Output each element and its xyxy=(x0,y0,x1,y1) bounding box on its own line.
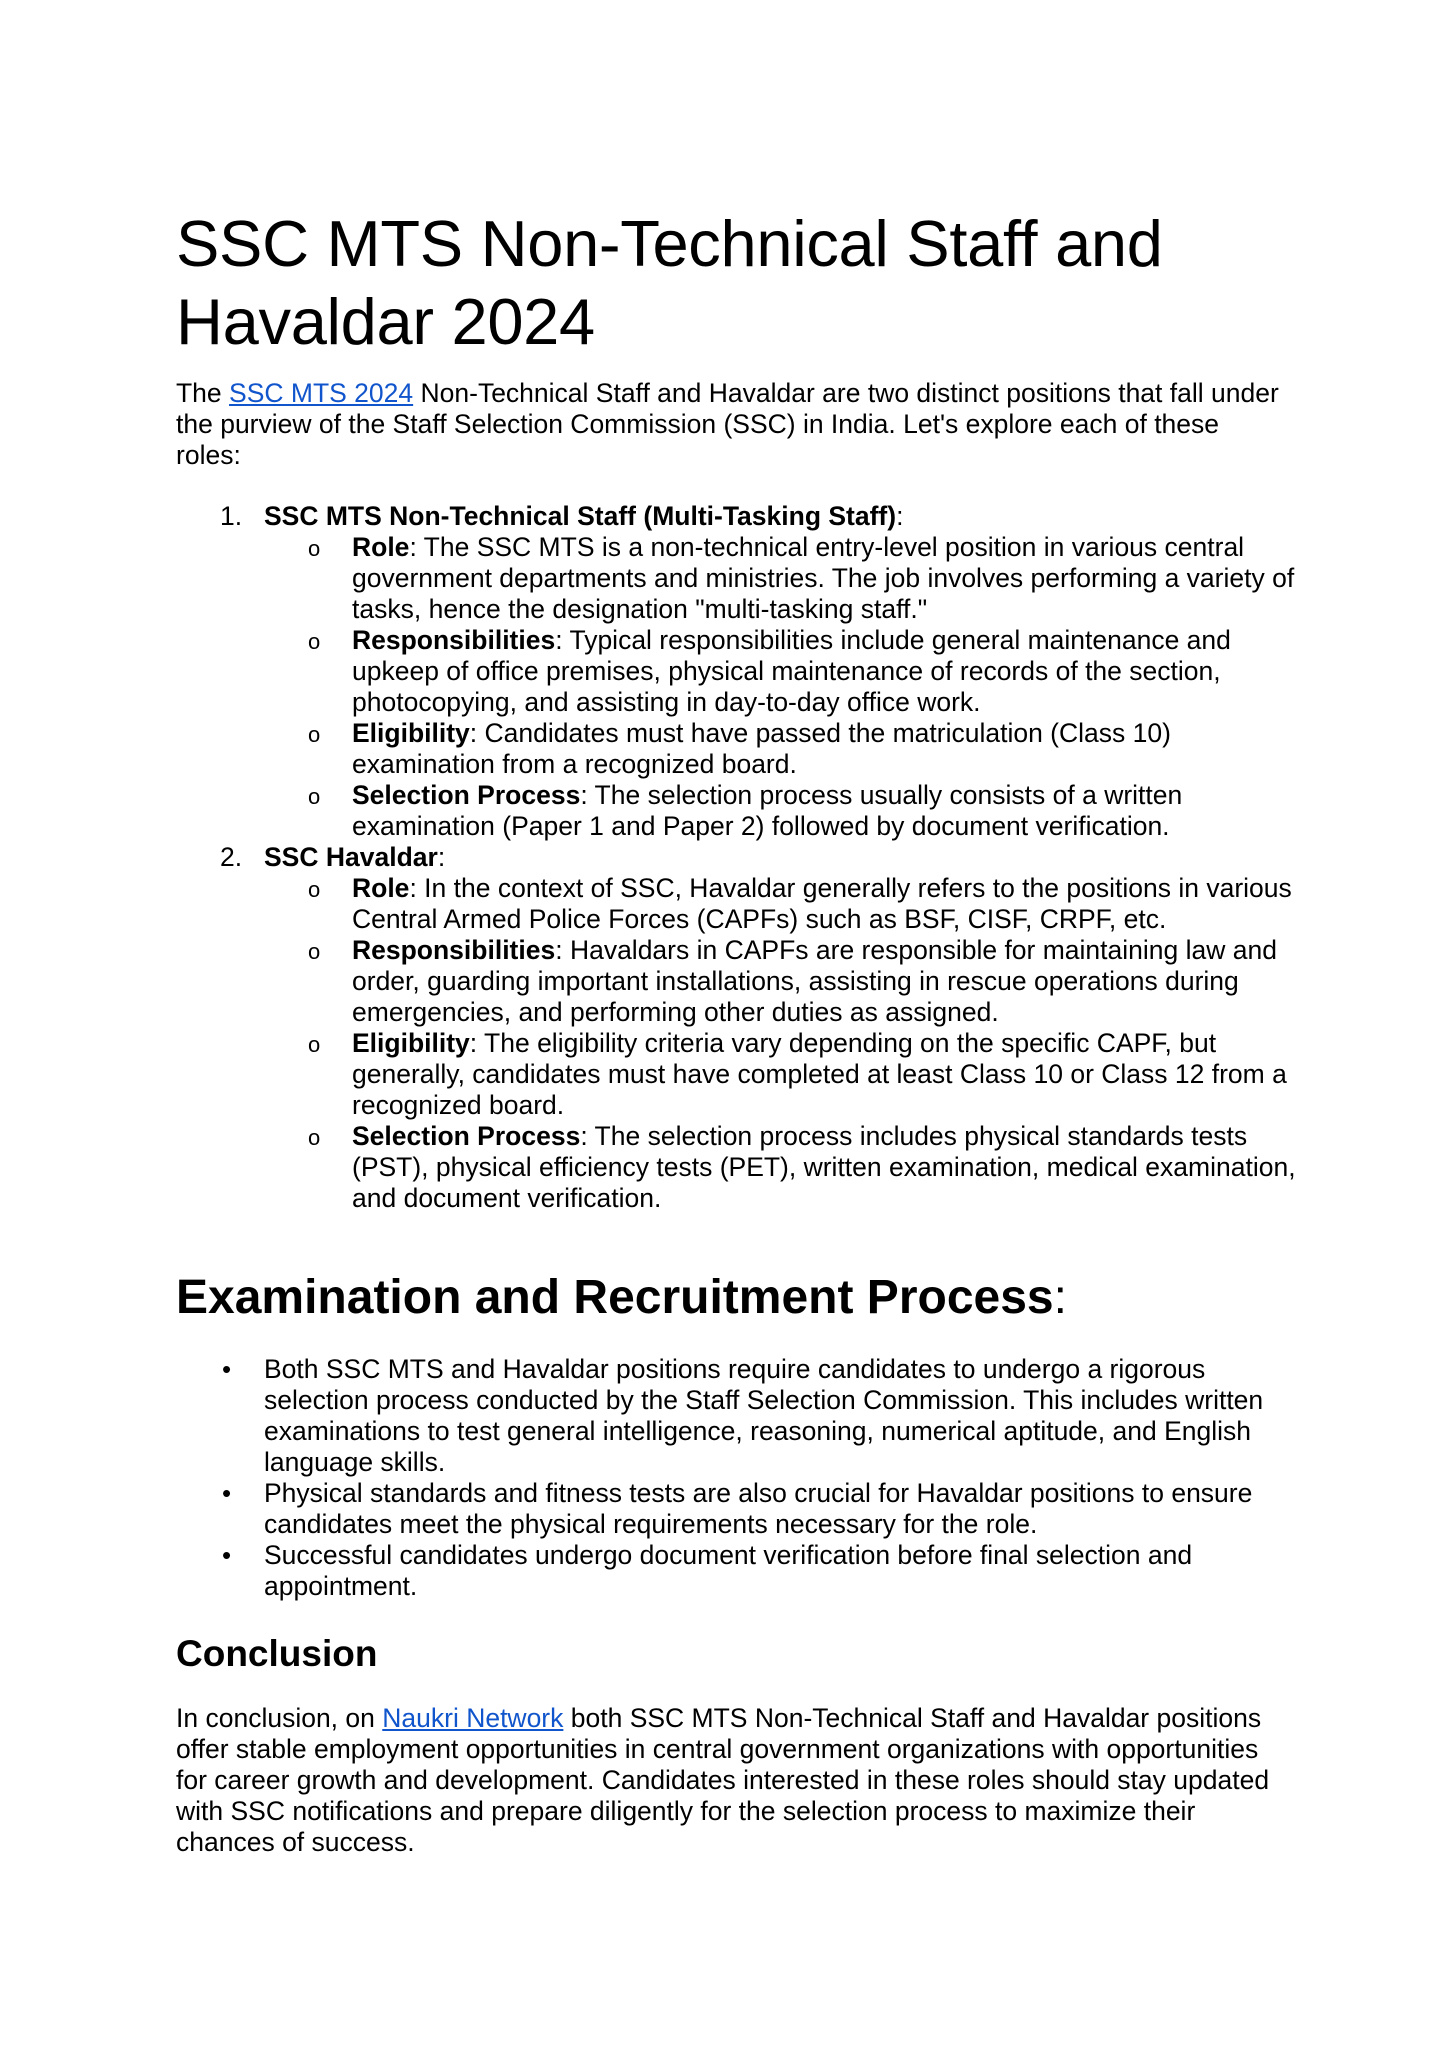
sub-list-item xyxy=(176,532,1296,625)
sub-list-item xyxy=(176,873,1296,935)
naukri-network-link[interactable]: Naukri Network xyxy=(382,1703,564,1733)
role-heading: SSC Havaldar: xyxy=(264,842,446,872)
disc-bullet-icon: • xyxy=(222,1478,232,1508)
exam-section-heading: Examination and Recruitment Process: xyxy=(176,1271,1067,1324)
point-text: : Typical responsibilities include general maintenance and upkeep of office premises, physical maintenance of records of the section, photocopying, and assisting in day-to-day office work. xyxy=(352,625,1231,717)
circle-bullet-icon: o xyxy=(308,939,321,964)
circle-bullet-icon: o xyxy=(308,1032,321,1057)
point-label: Role xyxy=(352,532,410,562)
point-label: Responsibilities xyxy=(352,935,556,965)
point-label: Responsibilities xyxy=(352,625,556,655)
sub-list-item xyxy=(176,1121,1296,1214)
point-label: Eligibility xyxy=(352,718,470,748)
point-text: : The selection process usually consists of a written examination (Paper 1 and Paper 2) followed by document verification. xyxy=(352,780,1183,841)
point-text: : In the context of SSC, Havaldar generally refers to the positions in various Central Armed Police Forces (CAPFs) such as BSF, CISF, CRPF, etc. xyxy=(352,873,1292,934)
bullet-item: • Physical standards and fitness tests are also crucial for Havaldar positions to ensure candidates meet the physical requirements necessary for the role. xyxy=(222,1478,1253,1539)
circle-bullet-icon: o xyxy=(308,536,321,561)
conclusion-paragraph: In conclusion, on Naukri Network both SSC MTS Non-Technical Staff and Havaldar positions offer stable employment opportunities in central government organizations with opportunities for career growth and development. Candidates interested in these roles should stay updated with SSC notifications and prepare diligently for the selection process to maximize their chances of success. xyxy=(176,1703,1270,1857)
exam-bullet-list xyxy=(176,1354,1296,1602)
list-number: 1. xyxy=(220,501,243,531)
ssc-mts-2024-link[interactable]: SSC MTS 2024 xyxy=(229,378,414,408)
point-label: Selection Process xyxy=(352,780,581,810)
role-item-havaldar xyxy=(176,842,1296,1214)
sub-list-item xyxy=(176,625,1296,718)
point-label: Role xyxy=(352,873,410,903)
bullet-item: • Successful candidates undergo document verification before final selection and appointment. xyxy=(222,1540,1193,1601)
circle-bullet-icon: o xyxy=(308,629,321,654)
circle-bullet-icon: o xyxy=(308,877,321,902)
bullet-item: • Both SSC MTS and Havaldar positions require candidates to undergo a rigorous selection process conducted by the Staff Selection Commission. This includes written examinations to test general intelligence, reasoning, numerical aptitude, and English language skills. xyxy=(222,1354,1264,1477)
point-text: : The SSC MTS is a non-technical entry-level position in various central government departments and ministries. The job involves performing a variety of tasks, hence the designation "multi-tasking staff." xyxy=(352,532,1295,624)
conclusion-heading: Conclusion xyxy=(176,1633,378,1674)
roles-list xyxy=(176,501,1296,1214)
intro-paragraph xyxy=(176,378,1286,471)
circle-bullet-icon: o xyxy=(308,722,321,747)
disc-bullet-icon: • xyxy=(222,1354,232,1384)
disc-bullet-icon: • xyxy=(222,1540,232,1570)
point-text: : The selection process includes physical standards tests (PST), physical efficiency tests (PET), written examination, medical examination, and document verification. xyxy=(352,1121,1296,1213)
page-title: SSC MTS Non-Technical Staff and Havaldar 2024 xyxy=(176,207,1163,358)
intro-prefix: The xyxy=(176,378,230,408)
sub-list-item xyxy=(176,780,1296,842)
role-heading: SSC MTS Non-Technical Staff (Multi-Tasking Staff): xyxy=(264,501,904,531)
point-text: : Havaldars in CAPFs are responsible for maintaining law and order, guarding important installations, assisting in rescue operations during emergencies, and performing other duties as assigned. xyxy=(352,935,1277,1027)
role-item-mts xyxy=(176,501,1296,842)
intro-suffix: Non-Technical Staff and Havaldar are two distinct positions that fall under the purview of the Staff Selection Commission (SSC) in India. Let's explore each of these roles: xyxy=(176,378,1279,470)
sub-list-item xyxy=(176,935,1296,1028)
point-label: Selection Process xyxy=(352,1121,581,1151)
point-text: : Candidates must have passed the matriculation (Class 10) examination from a recognized board. xyxy=(352,718,1171,779)
circle-bullet-icon: o xyxy=(308,1125,321,1150)
point-text: : The eligibility criteria vary depending on the specific CAPF, but generally, candidates must have completed at least Class 10 or Class 12 from a recognized board. xyxy=(352,1028,1287,1120)
sub-list-item xyxy=(176,718,1296,780)
sub-list-item xyxy=(176,1028,1296,1121)
circle-bullet-icon: o xyxy=(308,784,321,809)
point-label: Eligibility xyxy=(352,1028,470,1058)
list-number: 2. xyxy=(220,842,243,872)
